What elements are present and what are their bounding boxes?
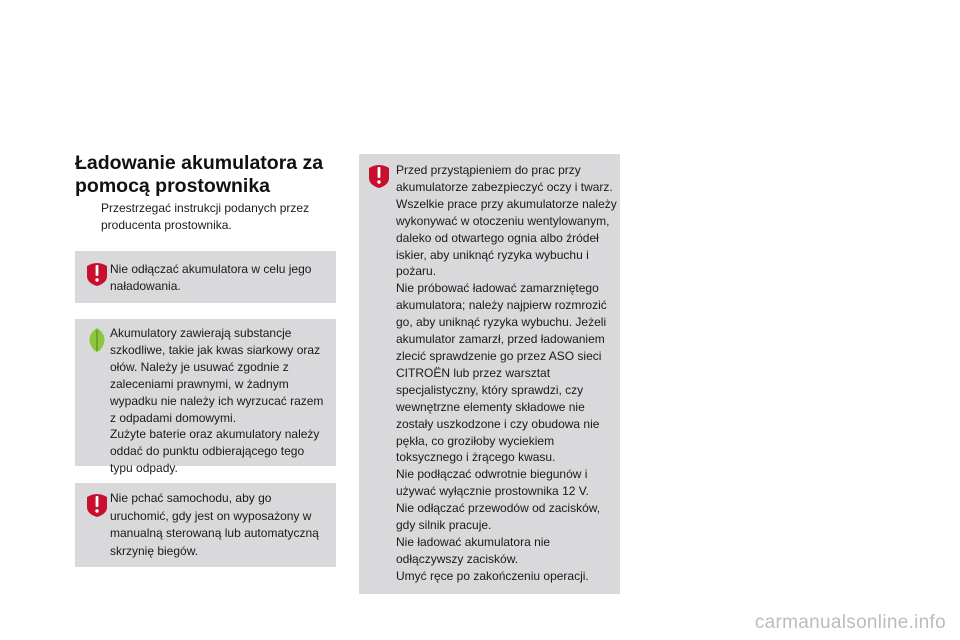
note-text: Akumulatory zawierają substancje szkodliwe, takie jak kwas siarkowy oraz ołów. Należy je usuwać zgodnie z zaleceniami prawnymi, w żadnym wypadku nie należy ich wyrzucać razem z odpadami domowymi. Zużyte baterie oraz akumulatory należy oddać do punktu odbierającego tego typu odpady. (110, 326, 324, 476)
bullet-text: Przestrzegać instrukcji podanych przez producenta prostownika. (101, 201, 310, 232)
instruction-bullet (78, 200, 333, 234)
note-text: Przed przystąpieniem do prac przy akumulatorze zabezpieczyć oczy i twarz. Wszelkie prace przy akumulatorze należy wykonywać w otoczeniu wentylowanym, daleko od otwartego ognia albo źródeł iskier, aby uniknąć ryzyka wybuchu i pożaru. Nie próbować ładować zamarzniętego akumulatora; należy najpierw rozmrozić go, aby uniknąć ryzyka wybuchu. Jeżeli akumulator zamarzł, przed ładowaniem zlecić sprawdzenie go przez ASO sieci CITROËN lub przez warsztat specjalistyczny, który sprawdzi, czy wewnętrzne elementy składowe nie zostały uszkodzone i czy obudowa nie pękła, co groziłoby wyciekiem toksycznego i żrącego kwasu. Nie podłączać odwrotnie biegunów i używać wyłącznie prostownika 12 V. Nie odłączać przewodów od zacisków, gdy silnik pracuje. Nie ładować akumulatora nie odłączywszy zacisków. Umyć ręce po zakończeniu operacji. (396, 163, 617, 583)
environment-note-box (75, 319, 336, 476)
warning-note-box (359, 154, 620, 594)
warning-icon (85, 260, 109, 286)
warning-icon (85, 491, 109, 517)
note-text: Nie pchać samochodu, aby go uruchomić, gdy jest on wyposażony w manualną sterowaną lub automatyczną skrzynię biegów. (110, 491, 319, 558)
environment-leaf-icon (85, 327, 109, 353)
note-text: Nie odłączać akumulatora w celu jego naładowania. (110, 262, 312, 293)
watermark: carmanualsonline.info (754, 612, 946, 633)
page-title: Ładowanie akumulatora za pomocą prostownika (75, 152, 324, 197)
warning-note-box (75, 251, 336, 303)
warning-icon (367, 162, 391, 188)
warning-note-box (75, 483, 336, 567)
